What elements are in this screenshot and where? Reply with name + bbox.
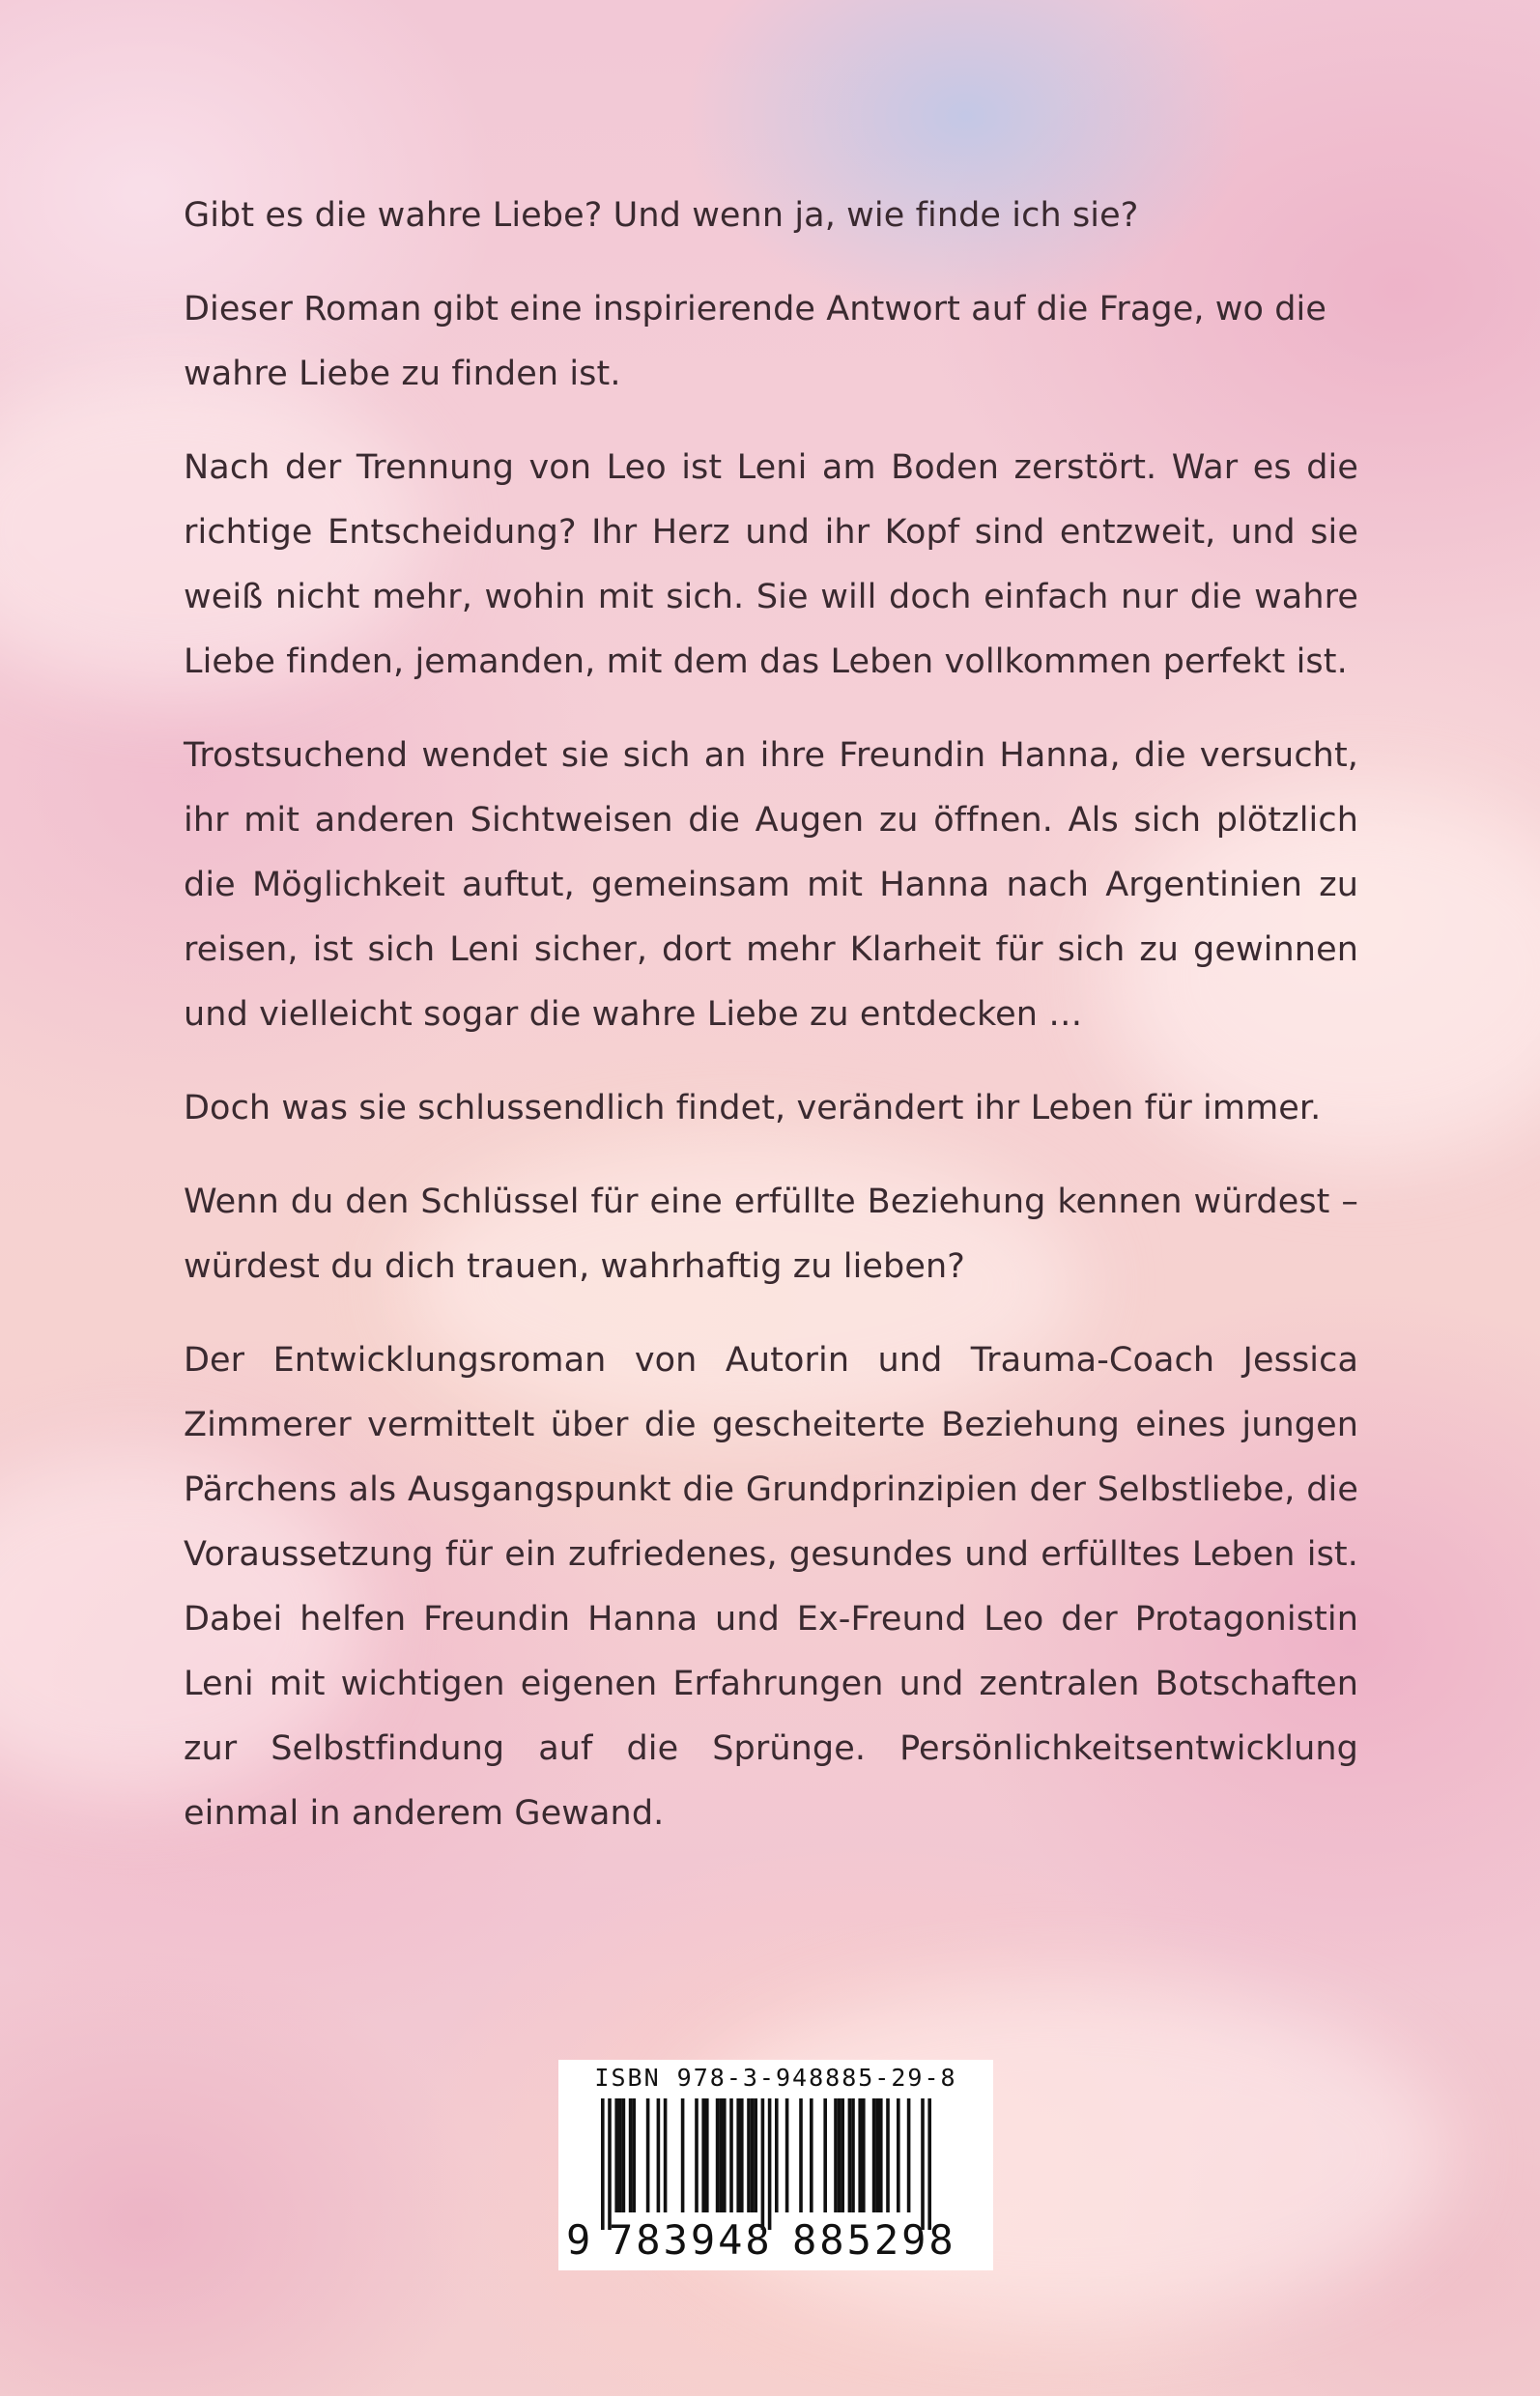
barcode-bar <box>858 2098 862 2212</box>
isbn-label: ISBN 978-3-948885-29-8 <box>594 2064 957 2092</box>
barcode-bar <box>723 2098 727 2212</box>
barcode-bar <box>875 2098 879 2212</box>
barcode-bar <box>879 2098 883 2212</box>
barcode-bar <box>862 2098 866 2212</box>
blurb-paragraph: Dieser Roman gibt eine inspirierende Antwort auf die Frage, wo die wahre Liebe zu finden ist. <box>184 290 1327 393</box>
isbn-digits-right: 885298 <box>792 2216 956 2264</box>
barcode-bar <box>838 2098 841 2212</box>
barcode-bar <box>897 2098 900 2212</box>
blurb-paragraph: Nach der Trennung von Leo ist Leni am Boden zerstört. War es die richtige Entscheidung? Ihr Herz und ihr Kopf sind entzweit, und sie weiß nicht mehr, wohin mit sich. Sie will doch einfach nur die wahre Liebe finden, jemanden, mit dem das Leben vollkommen perfekt ist. <box>184 448 1358 681</box>
blurb-paragraph: Wenn du den Schlüssel für eine erfüllte Beziehung kennen würdest – würdest du dich trauen, wahrhaftig zu lieben? <box>184 1183 1358 1286</box>
barcode-bar <box>622 2098 626 2212</box>
barcode-bar <box>695 2098 699 2212</box>
barcode-bar <box>848 2098 852 2212</box>
barcode-bar <box>701 2098 705 2212</box>
barcode-bar <box>629 2098 633 2212</box>
barcode-bar <box>872 2098 876 2212</box>
barcode-bar <box>775 2098 779 2212</box>
isbn-barcode <box>558 2060 993 2270</box>
barcode-bar <box>664 2098 668 2212</box>
barcode-bar <box>768 2098 772 2230</box>
barcode-bar <box>754 2098 757 2212</box>
barcode-bar <box>729 2098 733 2212</box>
barcode-bar <box>681 2098 685 2212</box>
barcode-bar <box>740 2098 744 2212</box>
barcode-bar <box>657 2098 661 2212</box>
blurb-text <box>184 184 1358 1875</box>
barcode-bar <box>927 2098 931 2230</box>
blurb-paragraph: Doch was sie schlussendlich findet, verändert ihr Leben für immer. <box>184 1089 1322 1127</box>
blurb-paragraph: Trostsuchend wendet sie sich an ihre Freundin Hanna, die versucht, ihr mit anderen Sichtweisen die Augen zu öffnen. Als sich plötzlich die Möglichkeit auftut, gemeinsam mit Hanna nach Argentinien zu reisen, ist sich Leni sicher, dort mehr Klarheit für sich zu gewinnen und vielleicht sogar die wahre Liebe zu entdecken … <box>184 736 1358 1034</box>
barcode-bar <box>886 2098 890 2212</box>
barcode-bar <box>907 2098 911 2212</box>
blurb-paragraph: Der Entwicklungsroman von Autorin und Trauma-Coach Jessica Zimmerer vermittelt über die gescheiterte Beziehung eines jungen Pärchens als Ausgangspunkt die Grundprinzipien der Selbstliebe, die Voraussetzung für ein zufriedenes, gesundes und erfülltes Leben ist. Dabei helfen Freundin Hanna und Ex-Freund Leo der Protagonistin Leni mit wichtigen eigenen Erfahrungen und zentralen Botschaften zur Selbstfindung auf die Sprünge. Persönlichkeitsentwicklung einmal in anderem Gewand. <box>184 1341 1358 1833</box>
barcode-bar <box>751 2098 755 2212</box>
barcode-bar <box>761 2098 765 2230</box>
barcode-bar <box>614 2098 618 2212</box>
barcode-bar <box>834 2098 838 2212</box>
barcode-bar <box>851 2098 855 2212</box>
barcode-bar <box>705 2098 709 2212</box>
isbn-digit-first: 9 <box>566 2216 591 2264</box>
barcode-bar <box>736 2098 740 2212</box>
barcode-bar <box>618 2098 622 2212</box>
barcode-bar <box>810 2098 813 2212</box>
barcode-bar <box>921 2098 925 2230</box>
isbn-digits-left: 783948 <box>609 2216 773 2264</box>
barcode-bar <box>632 2098 636 2212</box>
barcode-bar <box>841 2098 844 2212</box>
barcode-bar <box>646 2098 650 2212</box>
blurb-paragraph: Gibt es die wahre Liebe? Und wenn ja, wie finde ich sie? <box>184 196 1139 235</box>
barcode-bar <box>601 2098 605 2230</box>
barcode-bar <box>823 2098 827 2212</box>
barcode-bar <box>716 2098 720 2212</box>
barcode-bar <box>608 2098 612 2230</box>
barcode-bar <box>747 2098 751 2212</box>
barcode-bar <box>785 2098 789 2212</box>
barcode-bar <box>799 2098 803 2212</box>
barcode-bar <box>719 2098 723 2212</box>
